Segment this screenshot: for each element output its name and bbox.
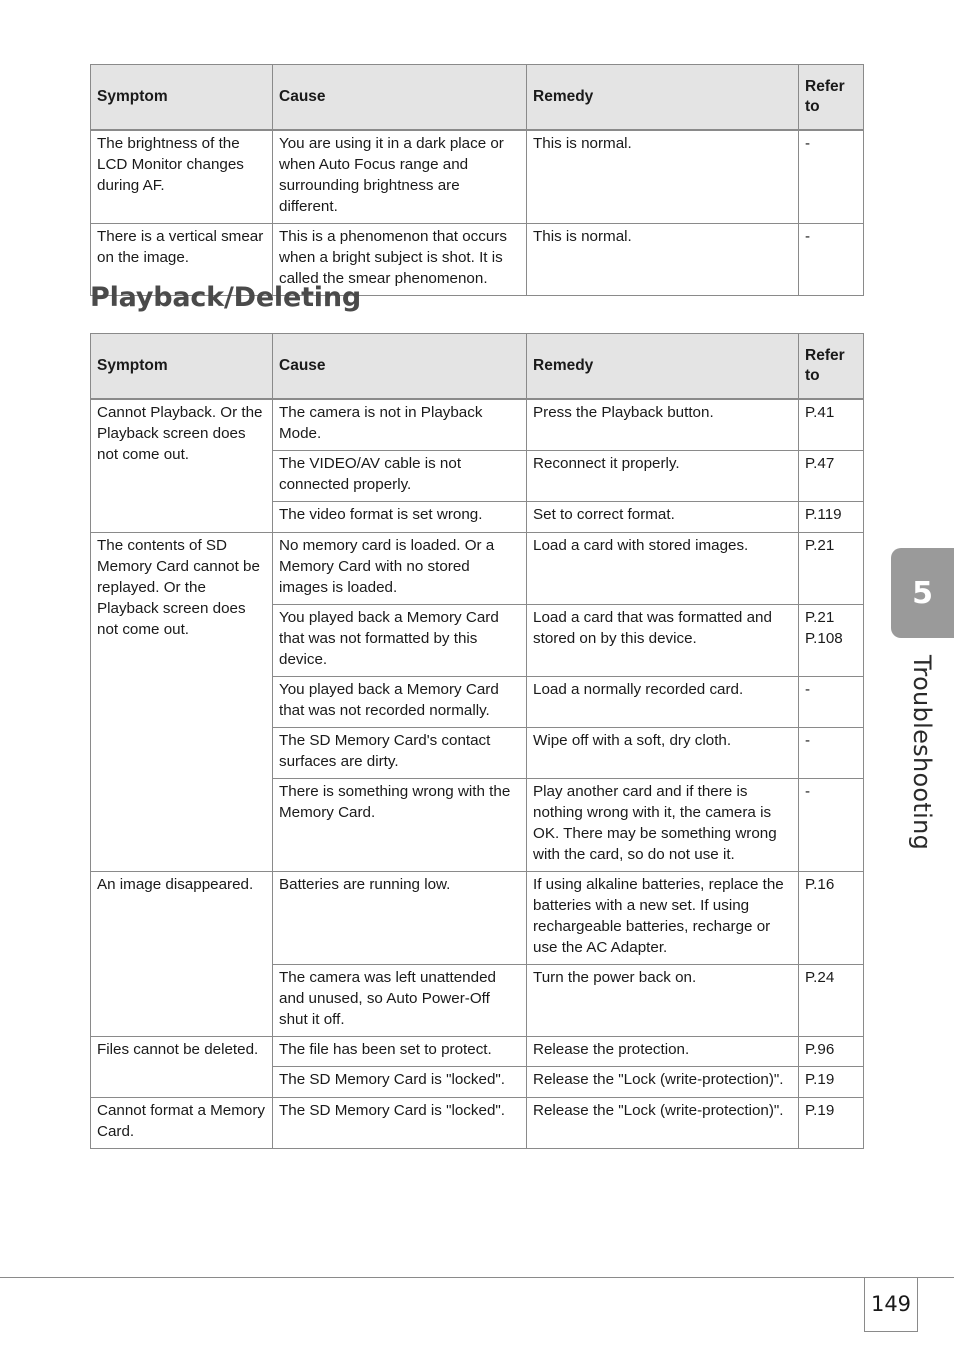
chapter-label: Troubleshooting (908, 655, 936, 851)
header-cause: Cause (273, 65, 527, 131)
table-row (91, 872, 864, 965)
remedy-cell: Reconnect it properly. (527, 451, 799, 502)
remedy-cell: Set to correct format. (527, 502, 799, 533)
remedy-cell: Press the Playback button. (527, 399, 799, 451)
refer-cell: - (799, 779, 864, 872)
refer-cell: P.96 (799, 1037, 864, 1067)
refer-cell: P.19 (799, 1098, 864, 1149)
cause-cell: You are using it in a dark place or when Auto Focus range and surrounding brightness are different. (273, 130, 527, 224)
refer-cell: P.19 (799, 1067, 864, 1098)
symptom-cell: There is a vertical smear on the image. (91, 224, 273, 296)
table-row (91, 1037, 864, 1067)
cause-cell: The camera was left unattended and unused, so Auto Power-Off shut it off. (273, 965, 527, 1037)
camera-troubleshooting-table (90, 64, 864, 296)
cause-cell: The file has been set to protect. (273, 1037, 527, 1067)
cause-cell: The video format is set wrong. (273, 502, 527, 533)
cause-cell: There is something wrong with the Memory Card. (273, 779, 527, 872)
symptom-cell: Cannot Playback. Or the Playback screen does not come out. (91, 399, 273, 533)
refer-cell: P.119 (799, 502, 864, 533)
remedy-cell: Release the "Lock (write-protection)". (527, 1098, 799, 1149)
symptom-cell: The brightness of the LCD Monitor changes during AF. (91, 130, 273, 224)
header-symptom: Symptom (91, 65, 273, 131)
table-row (91, 130, 864, 224)
symptom-cell: The contents of SD Memory Card cannot be replayed. Or the Playback screen does not come out. (91, 533, 273, 872)
table-row (91, 399, 864, 451)
playback-deleting-table (90, 333, 864, 1149)
table-header (91, 334, 864, 400)
symptom-cell: An image disappeared. (91, 872, 273, 1037)
remedy-cell: If using alkaline batteries, replace the batteries with a new set. If using rechargeable batteries, recharge or use the AC Adapter. (527, 872, 799, 965)
refer-cell: P.21 (799, 533, 864, 605)
header-cause: Cause (273, 334, 527, 400)
cause-cell: The SD Memory Card is "locked". (273, 1067, 527, 1098)
cause-cell: You played back a Memory Card that was not formatted by this device. (273, 605, 527, 677)
refer-cell: - (799, 677, 864, 728)
cause-cell: The camera is not in Playback Mode. (273, 399, 527, 451)
header-refer-to: Refer to (799, 334, 864, 400)
header-refer-to: Refer to (799, 65, 864, 131)
footer-divider (0, 1277, 954, 1278)
cause-cell: Batteries are running low. (273, 872, 527, 965)
refer-cell: - (799, 130, 864, 224)
remedy-cell: This is normal. (527, 130, 799, 224)
remedy-cell: Load a card with stored images. (527, 533, 799, 605)
table-row (91, 1098, 864, 1149)
cause-cell: You played back a Memory Card that was not recorded normally. (273, 677, 527, 728)
header-remedy: Remedy (527, 334, 799, 400)
remedy-cell: Wipe off with a soft, dry cloth. (527, 728, 799, 779)
remedy-cell: Turn the power back on. (527, 965, 799, 1037)
header-remedy: Remedy (527, 65, 799, 131)
header-symptom: Symptom (91, 334, 273, 400)
remedy-cell: Load a normally recorded card. (527, 677, 799, 728)
refer-cell: - (799, 728, 864, 779)
table-header (91, 65, 864, 131)
remedy-cell: This is normal. (527, 224, 799, 296)
remedy-cell: Release the protection. (527, 1037, 799, 1067)
cause-cell: This is a phenomenon that occurs when a bright subject is shot. It is called the smear phenomenon. (273, 224, 527, 296)
remedy-cell: Load a card that was formatted and stored on by this device. (527, 605, 799, 677)
refer-cell: - (799, 224, 864, 296)
remedy-cell: Play another card and if there is nothing wrong with it, the camera is OK. There may be something wrong with the card, so do not use it. (527, 779, 799, 872)
cause-cell: No memory card is loaded. Or a Memory Card with no stored images is loaded. (273, 533, 527, 605)
remedy-cell: Release the "Lock (write-protection)". (527, 1067, 799, 1098)
table-row (91, 533, 864, 605)
page-number: 149 (864, 1277, 918, 1332)
refer-cell: P.16 (799, 872, 864, 965)
refer-cell: P.47 (799, 451, 864, 502)
refer-cell: P.24 (799, 965, 864, 1037)
section-title: Playback/Deleting (90, 282, 362, 313)
symptom-cell: Cannot format a Memory Card. (91, 1098, 273, 1149)
refer-cell: P.21 P.108 (799, 605, 864, 677)
cause-cell: The SD Memory Card is "locked". (273, 1098, 527, 1149)
cause-cell: The VIDEO/AV cable is not connected properly. (273, 451, 527, 502)
symptom-cell: Files cannot be deleted. (91, 1037, 273, 1098)
cause-cell: The SD Memory Card's contact surfaces are dirty. (273, 728, 527, 779)
refer-cell: P.41 (799, 399, 864, 451)
chapter-tab: 5 (891, 548, 954, 638)
